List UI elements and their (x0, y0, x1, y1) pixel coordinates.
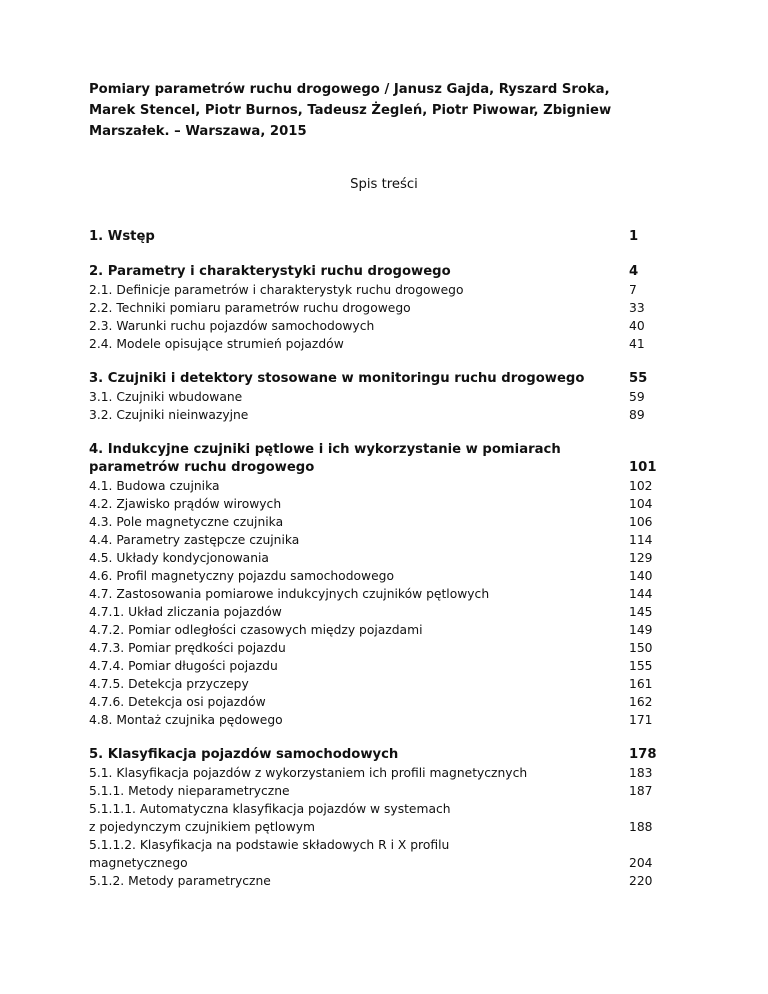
toc-entry (89, 567, 669, 585)
toc-entry-title-line: 5.1.2. Metody parametryczne (89, 874, 271, 888)
toc-section (89, 370, 669, 424)
toc-entry-title-line: 3.1. Czujniki wbudowane (89, 390, 243, 404)
toc-section-title-line: 3. Czujniki i detektory stosowane w monitoringu ruchu drogowego (89, 371, 585, 386)
toc-entry-title-line: 3.2. Czujniki nieinwazyjne (89, 408, 249, 422)
toc-section (89, 263, 669, 353)
toc-entry-page: 129 (629, 551, 653, 565)
toc-entry-title (89, 317, 374, 335)
toc-entry-title (89, 603, 282, 621)
toc-entry-page: 140 (629, 569, 653, 583)
toc-entry-title (89, 657, 278, 675)
toc-entry-page: 7 (629, 283, 637, 297)
toc-section-page: 101 (629, 460, 657, 475)
toc-entry-page: 150 (629, 641, 653, 655)
toc-entry (89, 335, 669, 353)
toc-entry-title-line: 4.7.1. Układ zliczania pojazdów (89, 605, 282, 619)
toc-entry-title (89, 406, 248, 424)
toc-entry-page: 161 (629, 677, 653, 691)
toc-section-title-line: 1. Wstęp (89, 229, 155, 244)
toc-entry-title (89, 531, 299, 549)
toc-entry (89, 782, 669, 800)
toc-entry-title (89, 800, 451, 836)
toc-entry-title (89, 585, 489, 603)
toc-section-heading (89, 228, 669, 246)
header-line-2: Marek Stencel, Piotr Burnos, Tadeusz Żegleń, Piotr Piwowar, Zbigniew (89, 103, 612, 118)
toc-title: Spis treści (350, 177, 418, 192)
toc-entry-title (89, 764, 527, 782)
toc-section-title (89, 228, 155, 246)
toc-section-page: 178 (629, 747, 657, 762)
toc-entry-title-line: 4.7.5. Detekcja przyczepy (89, 677, 249, 691)
toc-section-heading (89, 441, 669, 477)
toc-entry-title-line: 4.7.3. Pomiar prędkości pojazdu (89, 641, 286, 655)
toc-entry-title-line: 2.4. Modele opisujące strumień pojazdów (89, 337, 344, 351)
toc-entry-page: 183 (629, 766, 653, 780)
toc-entry-page: 59 (629, 390, 645, 404)
toc-entry-title-line: 4.7. Zastosowania pomiarowe indukcyjnych czujników pętlowych (89, 587, 490, 601)
toc-entry-page: 41 (629, 337, 645, 351)
toc-section (89, 746, 669, 890)
toc-entry (89, 764, 669, 782)
toc-section-heading (89, 746, 669, 764)
toc-entry-page: 188 (629, 820, 653, 834)
toc-entry-title (89, 335, 344, 353)
toc-entry (89, 603, 669, 621)
toc-section-heading (89, 263, 669, 281)
toc-entry-title-line: 4.7.6. Detekcja osi pojazdów (89, 695, 266, 709)
toc-entry-title (89, 549, 269, 567)
toc-entry-page: 171 (629, 713, 653, 727)
toc-entry-page: 149 (629, 623, 653, 637)
toc-entry (89, 513, 669, 531)
toc-entry (89, 711, 669, 729)
header-line-1: Pomiary parametrów ruchu drogowego / Janusz Gajda, Ryszard Sroka, (89, 82, 610, 97)
toc-section-title-line: 2. Parametry i charakterystyki ruchu drogowego (89, 264, 451, 279)
toc-entry-title-line: 2.3. Warunki ruchu pojazdów samochodowych (89, 319, 375, 333)
toc-entry-page: 102 (629, 479, 653, 493)
toc-entry-page: 104 (629, 497, 653, 511)
toc-entry-title-line: 4.4. Parametry zastępcze czujnika (89, 533, 300, 547)
toc-section-page: 55 (629, 371, 648, 386)
toc-entry-title-line: 4.6. Profil magnetyczny pojazdu samochodowego (89, 569, 394, 583)
toc-entry-title-line: 4.7.4. Pomiar długości pojazdu (89, 659, 278, 673)
toc-entry-title (89, 711, 283, 729)
toc-entry (89, 585, 669, 603)
toc-entry-title (89, 388, 242, 406)
toc-entry (89, 281, 669, 299)
toc-entry (89, 800, 669, 836)
toc-entry-page: 220 (629, 874, 653, 888)
toc-entry-title-line: 4.8. Montaż czujnika pędowego (89, 713, 283, 727)
toc-entry-title-line: 5.1.1. Metody nieparametryczne (89, 784, 290, 798)
toc-entry (89, 872, 669, 890)
toc-entry-page: 114 (629, 533, 653, 547)
toc-entry (89, 675, 669, 693)
toc-entry-page: 144 (629, 587, 653, 601)
toc-section-page: 1 (629, 229, 639, 244)
toc-entry-title (89, 477, 220, 495)
toc-entry-title-line: 2.1. Definicje parametrów i charakterystyk ruchu drogowego (89, 283, 464, 297)
toc-entry-title (89, 693, 266, 711)
toc-entry (89, 477, 669, 495)
toc-entry-title-line: 4.3. Pole magnetyczne czujnika (89, 515, 284, 529)
toc-entry-title-line: magnetycznego (89, 856, 188, 870)
toc-entry-title-line: 5.1. Klasyfikacja pojazdów z wykorzystaniem ich profili magnetycznych (89, 766, 528, 780)
toc-entry-page: 40 (629, 319, 645, 333)
toc-entry-title-line: 5.1.1.2. Klasyfikacja na podstawie składowych R i X profilu (89, 838, 450, 852)
toc-entry-title (89, 675, 249, 693)
toc-section-title (89, 263, 451, 281)
toc-entry-title (89, 639, 286, 657)
toc-entry-page: 162 (629, 695, 653, 709)
toc-section (89, 441, 669, 729)
toc-entry-title (89, 872, 271, 890)
toc-section-title (89, 370, 584, 388)
table-of-contents (89, 228, 669, 907)
toc-entry (89, 836, 669, 872)
toc-entry (89, 657, 669, 675)
toc-entry-title (89, 513, 283, 531)
toc-entry-title (89, 836, 449, 872)
toc-section (89, 228, 669, 246)
toc-section-heading (89, 370, 669, 388)
toc-section-title-line: parametrów ruchu drogowego (89, 460, 315, 475)
toc-entry-page: 204 (629, 856, 653, 870)
toc-entry-page: 33 (629, 301, 645, 315)
toc-entry-page: 155 (629, 659, 653, 673)
toc-entry (89, 388, 669, 406)
toc-entry (89, 406, 669, 424)
toc-entry (89, 621, 669, 639)
toc-entry-title (89, 567, 394, 585)
toc-entry (89, 495, 669, 513)
toc-section-title-line: 4. Indukcyjne czujniki pętlowe i ich wykorzystanie w pomiarach (89, 442, 561, 457)
toc-entry-title-line: 4.1. Budowa czujnika (89, 479, 220, 493)
toc-entry (89, 549, 669, 567)
toc-entry-title-line: 4.5. Układy kondycjonowania (89, 551, 269, 565)
toc-entry-page: 106 (629, 515, 653, 529)
toc-entry (89, 693, 669, 711)
toc-entry-page: 145 (629, 605, 653, 619)
toc-entry-title-line: 4.7.2. Pomiar odległości czasowych między pojazdami (89, 623, 423, 637)
toc-entry-title-line: 5.1.1.1. Automatyczna klasyfikacja pojazdów w systemach (89, 802, 451, 816)
toc-entry-title-line: 4.2. Zjawisko prądów wirowych (89, 497, 282, 511)
toc-entry-title (89, 299, 411, 317)
toc-entry (89, 299, 669, 317)
toc-entry (89, 639, 669, 657)
toc-section-title (89, 746, 398, 764)
toc-entry (89, 317, 669, 335)
toc-entry-title-line: z pojedynczym czujnikiem pętlowym (89, 820, 316, 834)
toc-section-page: 4 (629, 264, 639, 279)
toc-entry-page: 89 (629, 408, 645, 422)
toc-entry-title (89, 281, 463, 299)
toc-entry-title-line: 2.2. Techniki pomiaru parametrów ruchu drogowego (89, 301, 411, 315)
toc-entry-page: 187 (629, 784, 653, 798)
toc-entry-title (89, 782, 290, 800)
toc-entry (89, 531, 669, 549)
document-header (89, 79, 689, 142)
toc-entry-title (89, 495, 281, 513)
header-line-3: Marszałek. – Warszawa, 2015 (89, 124, 307, 139)
toc-entry-title (89, 621, 423, 639)
toc-section-title (89, 441, 561, 477)
toc-section-title-line: 5. Klasyfikacja pojazdów samochodowych (89, 747, 399, 762)
